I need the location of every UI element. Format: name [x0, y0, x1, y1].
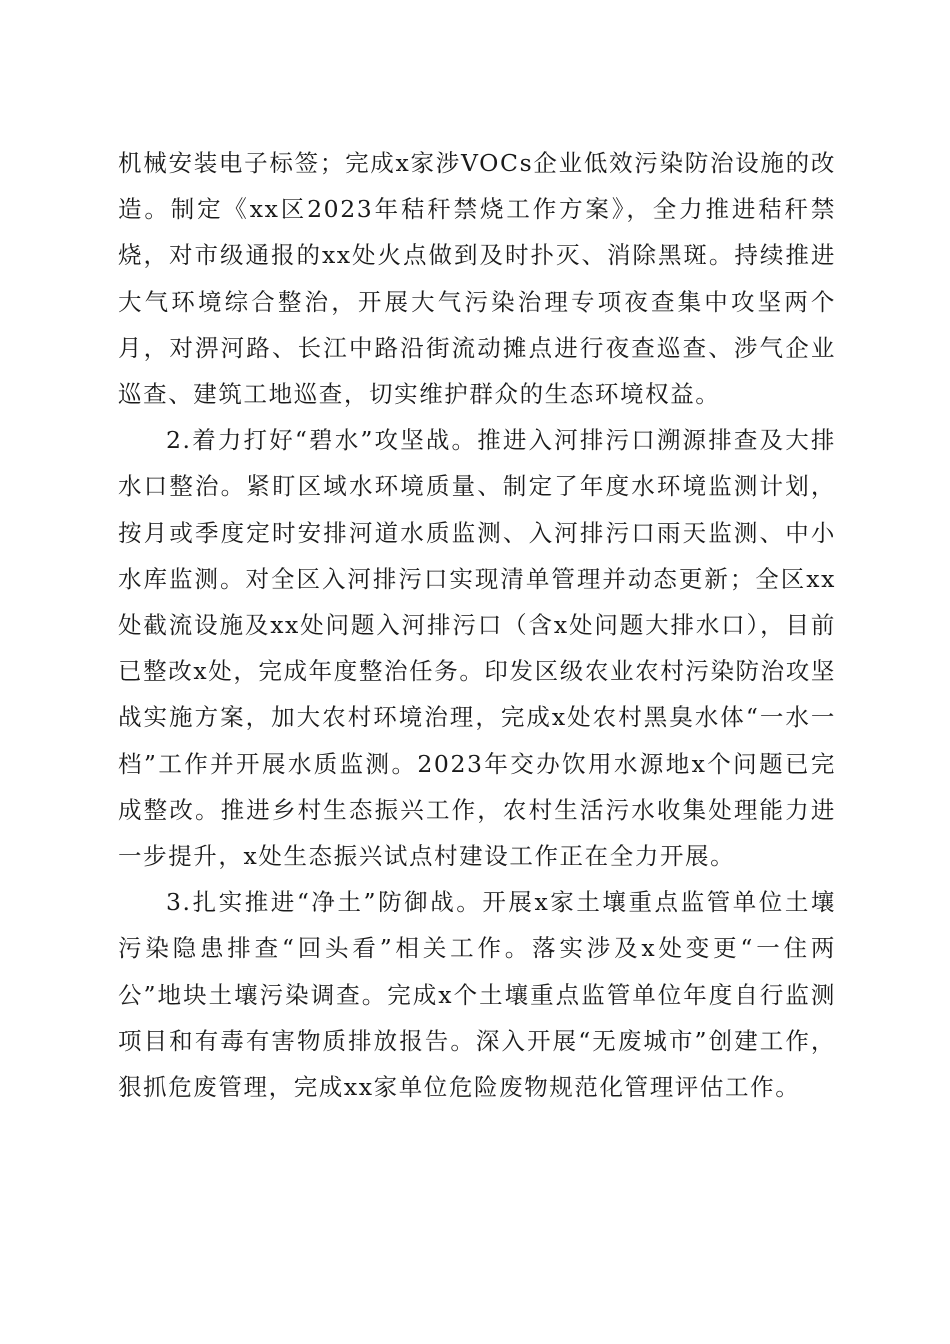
document-body: [118, 140, 836, 1110]
paragraph-clean-soil-campaign: 3.扎实推进“净土”防御战。开展x家土壤重点监管单位土壤污染隐患排查“回头看”相关工作。落实涉及x处变更“一住两公”地块土壤污染调查。完成x个土壤重点监管单位年度自行监测项目和有毒有害物质排放报告。深入开展“无废城市”创建工作，狠抓危废管理，完成xx家单位危险废物规范化管理评估工作。: [118, 888, 836, 1102]
paragraph-air-pollution-continued: 机械安装电子标签；完成x家涉VOCs企业低效污染防治设施的改造。制定《xx区2023年秸秆禁烧工作方案》，全力推进秸秆禁烧，对市级通报的xx处火点做到及时扑灭、消除黑斑。持续推进大气环境综合整治，开展大气污染治理专项夜查集中攻坚两个月，对淠河路、长江中路沿街流动摊点进行夜查巡查、涉气企业巡查、建筑工地巡查，切实维护群众的生态环境权益。: [118, 149, 836, 409]
paragraph-clear-water-campaign: 2.着力打好“碧水”攻坚战。推进入河排污口溯源排查及大排水口整治。紧盯区域水环境质量、制定了年度水环境监测计划，按月或季度定时安排河道水质监测、入河排污口雨天监测、中小水库监测。对全区入河排污口实现清单管理并动态更新；全区xx处截流设施及xx处问题入河排污口（含x处问题大排水口），目前已整改x处，完成年度整治任务。印发区级农业农村污染防治攻坚战实施方案，加大农村环境治理，完成x处农村黑臭水体“一水一档”工作并开展水质监测。2023年交办饮用水源地x个问题已完成整改。推进乡村生态振兴工作，农村生活污水收集处理能力进一步提升，x处生态振兴试点村建设工作正在全力开展。: [118, 426, 836, 871]
